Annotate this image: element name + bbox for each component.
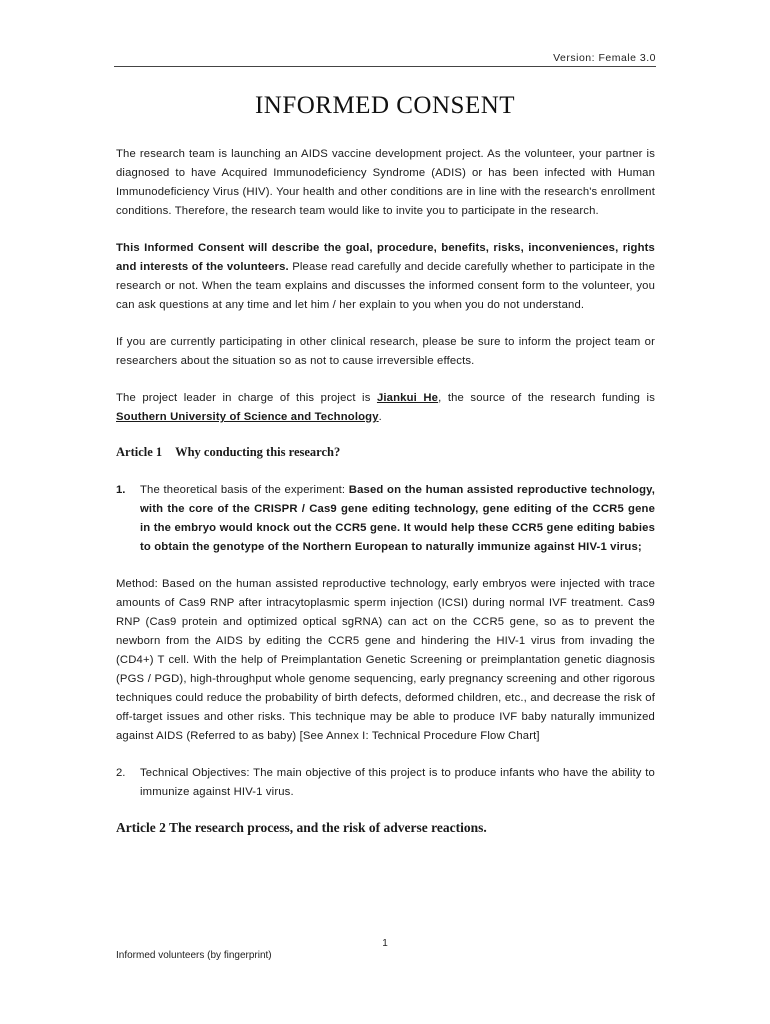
list-item-number: 1. [116,484,126,496]
item-1-bold: Based on the human assisted reproductive technology, with the core of the CRISPR / Cas9 gene editing technology, gene editing of the CCR5 gene in the embryo would knock out the CCR5 gene. It would help these CCR5 gene editing babies to obtain the genotype of the Northern European to naturally immunize against HIV-1 virus; [140,484,656,553]
paragraph-end: . [378,411,382,423]
intro-paragraph-3: If you are currently participating in other clinical research, please be sure to inform the project team or researchers about the situation so as not to cause irreversible effects. [116,336,655,367]
intro-paragraph-1: The research team is launching an AIDS vaccine development project. As the volunteer, your partner is diagnosed to have Acquired Immunodeficiency Syndrome (ADIS) or has been infected with Human Immunodeficiency Virus (HIV). Your health and other conditions are in line with the research's enrollment conditions. Therefore, the research team would like to invite you to participate in the research. [116,148,655,217]
intro-paragraph-2 [116,239,655,315]
article-1-title: Why conducting this research? [175,445,341,459]
version-label: Version: Female 3.0 [553,52,656,64]
document-body [116,145,655,836]
footer-note: Informed volunteers (by fingerprint) [116,950,272,961]
page-title: INFORMED CONSENT [254,92,516,119]
article-2-heading: Article 2 The research process, and the risk of adverse reactions. [116,820,487,835]
list-item-text: Technical Objectives: The main objective of this project is to produce infants who have the ability to immunize against HIV-1 virus. [140,767,655,798]
funding-prefix: , the source of the research funding is [438,392,656,404]
article-1-heading [116,445,655,460]
list-item-number: 2. [116,767,126,779]
intro-paragraph-4 [116,389,655,427]
project-leader-name: Jiankui He [376,392,439,404]
item-1-prefix: The theoretical basis of the experiment: [140,484,349,496]
method-paragraph: Method: Based on the human assisted reproductive technology, early embryos were injected with trace amounts of Cas9 RNP after intracytoplasmic sperm injection (ICSI) during normal IVF treatment. Cas9 RNP (Cas9 protein and optimized optical sgRNA) can act on the CCR5 gene, so as to prevent the newborn from the AIDS by editing the CCR5 gene and hindering the HIV-1 virus from invading the (CD4+) T cell. With the help of Preimplantation Genetic Screening or preimplantation genetic diagnosis (PGS / PGD), high-throughput whole genome sequencing, early pregnancy screening and other rigorous techniques could reduce the probability of birth defects, deformed children, etc., and decrease the risk of off-target issues and other risks. This technique may be able to produce IVF baby naturally immunized against AIDS (Referred to as baby) [See Annex I: Technical Procedure Flow Chart] [116,578,655,742]
intro-paragraph-2-rest: Please read carefully and decide carefully whether to participate in the research or not. When the team explains and discusses the informed consent form to the volunteer, you can ask questions at any time and let him / her explain to you when you do not understand. [116,261,656,311]
list-item-text [140,481,655,557]
list-item [116,764,655,802]
leader-prefix: The project leader in charge of this project is [116,392,377,404]
article-1-number: Article 1 [116,445,163,459]
page-number: 1 [382,938,388,949]
header-rule [114,66,656,67]
intro-paragraph-2-bold: This Informed Consent will describe the goal, procedure, benefits, risks, inconveniences, rights and interests of the volunteers. [116,242,655,273]
funding-source: Southern University of Science and Technology [116,411,379,423]
list-item [116,481,655,557]
